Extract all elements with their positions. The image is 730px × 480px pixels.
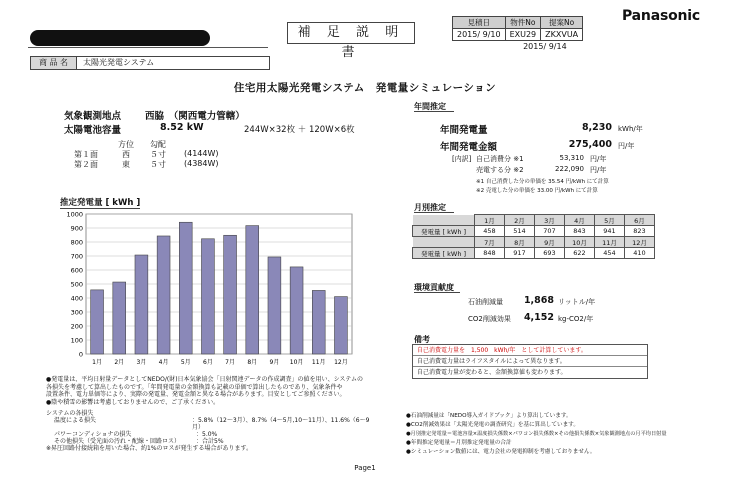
month-header: 12月 [625, 237, 655, 248]
environment-section-underline [414, 292, 460, 293]
loss-title: システムの各損失 [46, 410, 94, 417]
meta-header-property: 物件No [505, 17, 541, 29]
bar-5月 [179, 222, 192, 354]
y-tick-label: 600 [70, 266, 83, 275]
redacted-customer-name [30, 30, 210, 46]
breakdown-label: [内訳] [452, 155, 472, 163]
annual-amount-value: 275,400 [568, 139, 612, 150]
bar-1月 [91, 290, 104, 354]
month-header: 8月 [505, 237, 535, 248]
x-tick-label: 2月 [114, 359, 125, 366]
self-consumption-unit: 円/年 [590, 155, 607, 163]
y-tick-label: 200 [70, 322, 83, 331]
y-tick-label: 800 [70, 238, 83, 247]
x-tick-label: 10月 [289, 359, 304, 366]
face2-slope: ５寸 [150, 160, 166, 169]
annual-section-title: 年間推定 [414, 102, 446, 111]
loss-pc-value: ：5.0% [196, 431, 218, 438]
note-line-2: 各損失を考慮して算出したものです。「年間発電量の金額換算も記載の単価で算出したものであり、気象条件や [46, 383, 343, 391]
month-value: 514 [505, 226, 535, 237]
y-tick-label: 1000 [66, 210, 83, 219]
annual-gen-label: 年間発電量 [440, 125, 488, 136]
remarks-section-title: 備考 [414, 335, 430, 344]
row-label: 発電量 [ kWh ] [413, 226, 475, 237]
blank-cell [413, 215, 475, 226]
y-tick-label: 100 [70, 336, 83, 345]
month-value: 707 [535, 226, 565, 237]
bar-12月 [334, 297, 347, 354]
bar-6月 [201, 239, 214, 354]
meta-value-proposal: ZKXVUA [541, 29, 583, 41]
remark-line-3: 自己消費電力量が変わると、金額換算値も変わります。 [417, 369, 567, 376]
bar-3月 [135, 255, 148, 354]
y-tick-label: 400 [70, 294, 83, 303]
bullet-5: ●シミュレーション数値には、電力会社の発電抑制を考慮しておりません。 [406, 449, 596, 455]
co2-label: CO2削減効果 [468, 315, 511, 323]
month-value: 693 [535, 248, 565, 259]
bullet-notes [406, 412, 726, 457]
loss-other-label: その他損失（受光面の汚れ・配線・回路ロス） [54, 438, 181, 445]
face2-name: 第２面 [74, 160, 98, 169]
capacity-label: 太陽電池容量 [64, 125, 122, 136]
x-tick-label: 1月 [92, 359, 102, 366]
face1-name: 第１面 [74, 150, 98, 159]
footnote-1: ※1 自己消費した分の単価を 35.54 円/kWh にて計算 [476, 179, 609, 185]
annual-section-underline [414, 111, 454, 112]
month-value: 848 [475, 248, 505, 259]
loss-note: ※昇圧回路付接続箱を用いた場合、約1%のロスが発生する場合があります。 [46, 445, 253, 452]
x-tick-label: 6月 [203, 359, 213, 366]
face1-kw: (4144W) [184, 149, 219, 158]
bullet-3: ●月別推定発電量＝電池容量×温度損失係数×パワコン損失係数×その他損失係数×気象観測地点の月平均日射量 [406, 431, 667, 437]
y-tick-label: 700 [70, 252, 83, 261]
x-tick-label: 5月 [180, 359, 191, 366]
month-value: 917 [505, 248, 535, 259]
month-value: 622 [565, 248, 595, 259]
x-tick-label: 3月 [136, 359, 147, 366]
meta-header-proposal: 提案No [541, 17, 583, 29]
x-tick-label: 7月 [225, 359, 235, 366]
bar-2月 [113, 282, 126, 354]
face-col-dir: 方位 [118, 140, 134, 149]
chart-title: 推定発電量 [ kWh ] [60, 198, 141, 208]
annual-gen-unit: kWh/年 [618, 125, 643, 133]
loss-other-value: ：合計5% [196, 438, 224, 445]
month-header: 11月 [595, 237, 625, 248]
y-tick-label: 300 [70, 308, 83, 317]
page-footer: Page1 [354, 464, 376, 472]
bullet-2: ●CO2削減効果は「太陽光発電の調査研究」を基に算出しています。 [406, 422, 579, 428]
remarks-box [412, 344, 648, 379]
generation-bar-chart [60, 206, 360, 372]
y-tick-label: 500 [70, 280, 83, 289]
loss-box [46, 410, 376, 452]
meta-header-date: 見積日 [453, 17, 506, 29]
x-tick-label: 4月 [158, 359, 169, 366]
sell-unit: 円/年 [590, 166, 607, 174]
month-value: 458 [475, 226, 505, 237]
loss-temp-value: ：5.8%（12～3月）、8.7%（4～5月,10～11月）、11.6%（6～9月） [191, 417, 370, 431]
y-tick-label: 0 [78, 350, 83, 359]
face1-dir: 西 [122, 150, 130, 159]
bar-7月 [224, 235, 237, 354]
month-value: 843 [565, 226, 595, 237]
meta-value-property: EXU29 [505, 29, 541, 41]
oil-unit: リットル/年 [558, 298, 596, 306]
month-header: 7月 [475, 237, 505, 248]
loss-pc-label: パワーコンディショナの損失 [54, 431, 132, 438]
note-line-3: 設置条件、電力単価等により、実際の発電量、発電金額と異なる場合があります。目安としてご参照ください。 [46, 391, 346, 398]
face1-slope: ５寸 [150, 150, 166, 159]
bullet-4: ●年間推定発電量＝月別推定発電量の合計 [406, 440, 512, 446]
customer-name-underline [28, 47, 268, 48]
bar-10月 [290, 267, 303, 354]
monthly-section-underline [414, 212, 454, 213]
x-tick-label: 8月 [247, 359, 258, 366]
site-label: 気象観測地点 [64, 111, 122, 122]
month-value: 410 [625, 248, 655, 259]
main-title: 住宅用太陽光発電システム 発電量シミュレーション [233, 82, 497, 94]
bar-11月 [312, 290, 325, 354]
month-header: 2月 [505, 215, 535, 226]
note-line-1: ●発電量は、平均日射量データとしてNEDO/(財)日本気象協会「日射関連データの作成調査」の値を用い、システムの [46, 376, 363, 383]
bar-4月 [157, 236, 170, 354]
loss-temp-label: 温度による損失 [54, 417, 97, 424]
month-value: 823 [625, 226, 655, 237]
product-label: 商 品 名 [31, 57, 77, 69]
bar-9月 [268, 257, 281, 354]
month-header: 5月 [595, 215, 625, 226]
blank-cell [413, 237, 475, 248]
face2-kw: (4384W) [184, 159, 219, 168]
note-line-4: ●陰や積雪の影響は考慮しておりませんので、ご了承ください。 [46, 398, 220, 406]
remark-line-2: 自己消費電力量はライフスタイルによって異なります。 [413, 356, 647, 367]
environment-section-title: 環境貢献度 [414, 283, 454, 292]
meta-table [452, 16, 583, 53]
brand-logo: Panasonic [622, 8, 700, 24]
face2-dir: 東 [122, 160, 130, 169]
bar-8月 [246, 226, 259, 354]
capacity-detail: 244W×32枚 ＋ 120W×6枚 [244, 125, 355, 135]
sell-value: 222,090 [555, 165, 584, 173]
co2-unit: kg-CO2/年 [558, 315, 594, 323]
capacity-value: 8.52 kW [160, 122, 204, 133]
x-tick-label: 11月 [311, 359, 326, 366]
month-header: 10月 [565, 237, 595, 248]
month-header: 4月 [565, 215, 595, 226]
month-header: 6月 [625, 215, 655, 226]
annual-gen-value: 8,230 [581, 122, 612, 133]
sell-label: 売電する分 ※2 [476, 166, 524, 174]
meta-value-date: 2015/ 9/10 [453, 29, 506, 41]
meta-date-line: 2015/ 9/14 [523, 42, 567, 52]
self-consumption-value: 53,310 [559, 154, 584, 162]
x-tick-label: 9月 [269, 359, 280, 366]
oil-label: 石油削減量 [468, 298, 503, 306]
remark-line-1: 自己消費電力量を 1,500 kWh/年 として計算しています。 [413, 345, 647, 356]
site-value: 西脇 （関西電力管轄） [145, 111, 245, 122]
month-header: 3月 [535, 215, 565, 226]
co2-value: 4,152 [523, 312, 554, 323]
document-title: 補 足 説 明 書 [287, 22, 415, 44]
face-col-slope: 勾配 [150, 140, 166, 149]
annual-amount-unit: 円/年 [618, 142, 635, 150]
oil-value: 1,868 [523, 295, 554, 306]
annual-amount-label: 年間発電金額 [440, 142, 498, 153]
monthly-table [412, 214, 655, 259]
x-tick-label: 12月 [334, 359, 348, 366]
month-header: 9月 [535, 237, 565, 248]
footnote-2: ※2 売電した分の単価を 33.00 円/kWh にて計算 [476, 188, 598, 194]
y-tick-label: 900 [70, 224, 83, 233]
product-value: 太陽光発電システム [83, 58, 155, 67]
row-label: 発電量 [ kWh ] [413, 248, 475, 259]
generation-notes [46, 376, 376, 406]
month-value: 941 [595, 226, 625, 237]
bullet-1: ●石油削減量は「NEDO導入ガイドブック」より算出しています。 [406, 413, 572, 419]
self-consumption-label: 自己消費分 ※1 [476, 155, 524, 163]
month-header: 1月 [475, 215, 505, 226]
monthly-section-title: 月別推定 [414, 203, 446, 212]
month-value: 454 [595, 248, 625, 259]
product-box [30, 56, 270, 70]
